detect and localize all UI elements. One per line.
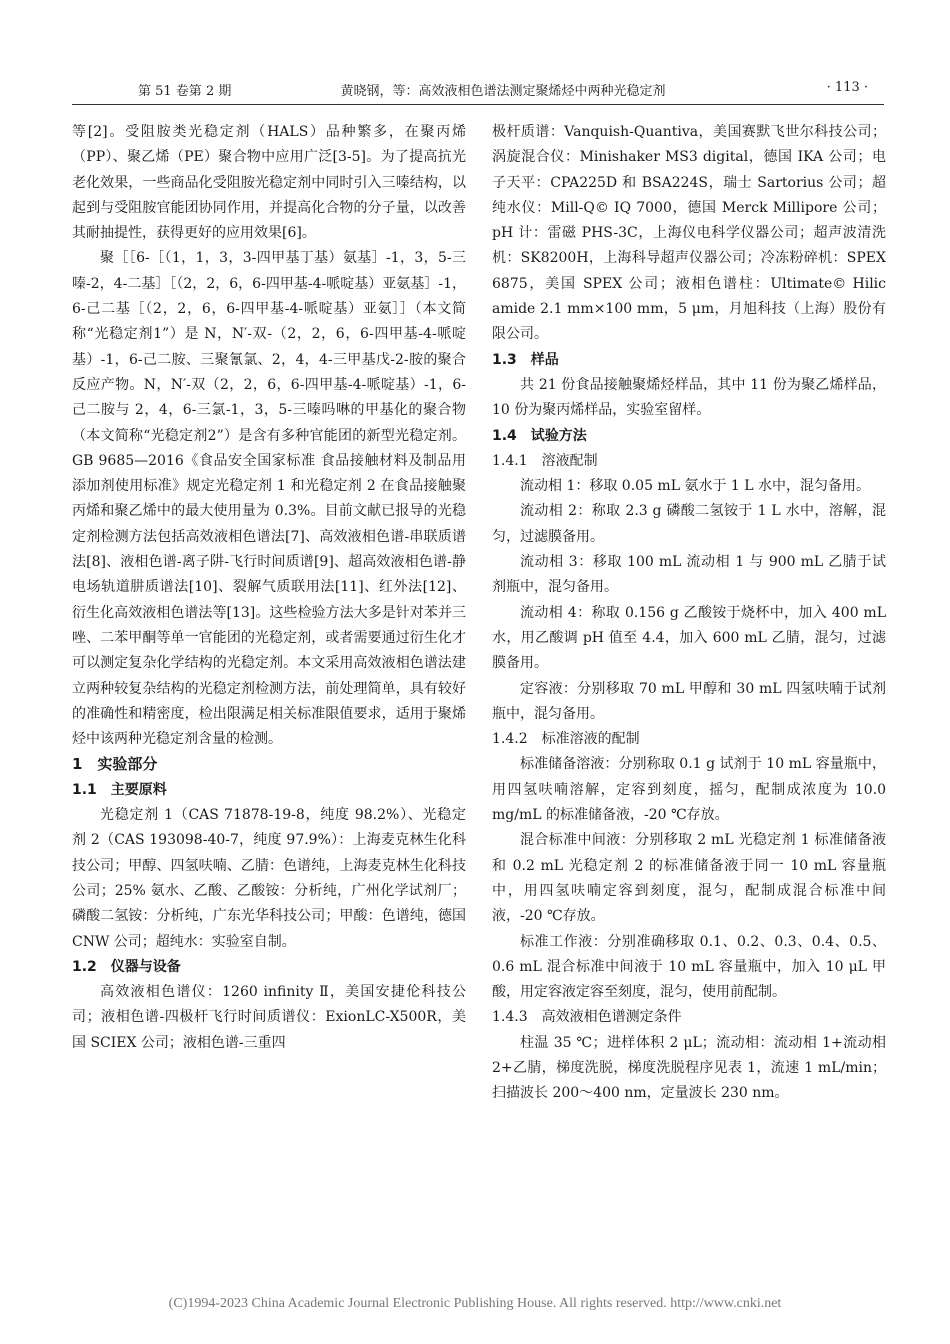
running-title: 黄晓钢，等：高效液相色谱法测定聚烯烃中两种光稳定剂 (340, 84, 666, 99)
subsection-heading: 1.2 仪器与设备 (72, 958, 181, 975)
subsection-heading: 1.4 试验方法 (492, 427, 587, 444)
paragraph: 柱温 35 ℃；进样体积 2 μL；流动相：流动相 1+流动相 2+乙腈，梯度洗脱，梯度洗脱程序见表 1，流速 1 mL/min；扫描波长 200～400 nm，定量波长 230 nm。 (492, 1034, 886, 1102)
paragraph: 高效液相色谱仪：1260 infinity Ⅱ，美国安捷伦科技公司；液相色谱-四极杆飞行时间质谱仪：ExionLC-X500R，美国 SCIEX 公司；液相色谱-三重四 (72, 984, 466, 1051)
running-header (138, 80, 868, 102)
paragraph: 标准储备溶液：分别称取 0.1 g 试剂于 10 mL 容量瓶中，用四氢呋喃溶解，定容到刻度，摇匀，配制成浓度为 10.0 mg/mL 的标准储备液，-20 ℃存放。 (492, 756, 886, 824)
subsection-heading: 1.1 主要原料 (72, 781, 167, 798)
subsubsection-heading: 1.4.1 溶液配制 (492, 452, 598, 469)
paragraph: 等[2]。受阻胺类光稳定剂（HALS）品种繁多，在聚丙烯（PP）、聚乙烯（PE）聚合物中应用广泛[3-5]。为了提高抗光老化效果，一些商品化受阻胺光稳定剂中同时引入三嗪结构，以起到与受阻胺官能团协同作用，并提高化合物的分子量，以改善其耐抽提性，获得更好的应用效果[6]。 (72, 124, 466, 242)
right-column (492, 120, 886, 1107)
paragraph: 定容液：分别移取 70 mL 甲醇和 30 mL 四氢呋喃于试剂瓶中，混匀备用。 (492, 680, 886, 722)
paragraph: 聚［［6-［（1，1，3，3-四甲基丁基）氨基］-1，3，5-三嗪-2，4-二基］［（2，2，6，6-四甲基-4-哌啶基）亚氨基］-1，6-己二基［（2，2，6，6-四甲基-4-哌啶基）亚氨］］（本文简称“光稳定剂1”）是 N，N′-双-（2，2，6，6-四甲基-4-哌啶基）-1，6-己二胺、三聚氰氯、2，4，4-三甲基戊-2-胺的聚合反应产物。N，N′-双（2，2，6，6-四甲基-4-哌啶基）-1，6-己二胺与 2，4，6-三氯-1，3，5-三嗪吗啉的甲基化的聚合物（本文简称“光稳定剂2”）是含有多种官能团的新型光稳定剂。GB 9685—2016《食品安全国家标准 食品接触材料及制品用添加剂使用标准》规定光稳定剂 1 和光稳定剂 2 在食品接触聚丙烯和聚乙烯中的最大使用量为 0.3%。目前文献已报导的光稳定剂检测方法包括高效液相色谱法[7]、高效液相色谱-串联质谱法[8]、液相色谱-离子阱-飞行时间质谱[9]、超高效液相色谱-静电场轨道肼质谱法[10]、裂解气质联用法[11]、红外法[12]、衍生化高效液相色谱法等[13]。这些检验方法大多是针对苯并三唑、二苯甲酮等单一官能团的光稳定剂，或者需要通过衍生化才可以测定复杂化学结构的光稳定剂。本文采用高效液相色谱法建立两种较复杂结构的光稳定剂检测方法，前处理简单，具有较好的准确性和精密度，检出限满足相关标准限值要求，适用于聚烯烃中该两种光稳定剂含量的检测。 (72, 250, 466, 748)
subsubsection-heading: 1.4.2 标准溶液的配制 (492, 731, 640, 748)
paragraph: 标准工作液：分别准确移取 0.1、0.2、0.3、0.4、0.5、0.6 mL 混合标准中间液于 10 mL 容量瓶中，加入 10 μL 甲酸，用定容液定容至刻度，混匀，使用前配制。 (492, 933, 886, 1001)
section-heading: 1 实验部分 (72, 755, 158, 774)
paragraph: 流动相 2：称取 2.3 g 磷酸二氢铵于 1 L 水中，溶解，混匀，过滤膜备用。 (492, 503, 886, 545)
paragraph: 流动相 3：移取 100 mL 流动相 1 与 900 mL 乙腈于试剂瓶中，混匀备用。 (492, 554, 886, 596)
subsection-heading: 1.3 样品 (492, 351, 559, 368)
header-rule (72, 104, 884, 105)
copyright-footer: (C)1994-2023 China Academic Journal Electronic Publishing House. All rights reserved. http://www.cnki.net (168, 1296, 782, 1311)
paragraph: 流动相 1：移取 0.05 mL 氨水于 1 L 水中，混匀备用。 (520, 478, 871, 495)
paragraph: 极杆质谱：Vanquish-Quantiva，美国赛默飞世尔科技公司；涡旋混合仪：Minishaker MS3 digital，德国 IKA 公司；电子天平：CPA225D 和 BSA224S，瑞士 Sartorius 公司；超纯水仪：Mill-Q© IQ 7000，德国 Merck Millipore 公司；pH 计：雷磁 PHS-3C，上海仪电科学仪器公司；超声波清洗机：SK8200H，上海科导超声仪器公司；冷冻粉碎机：SPEX 6875，美国 SPEX 公司；液相色谱柱：Ultimate© Hilic amide 2.1 mm×100 mm，5 μm，月旭科技（上海）股份有限公司。 (492, 124, 886, 343)
page-number: · 113 · (826, 80, 868, 95)
paragraph: 混合标准中间液：分别移取 2 mL 光稳定剂 1 标准储备液和 0.2 mL 光稳定剂 2 的标准储备液于同一 10 mL 容量瓶中，用四氢呋喃定容到刻度，混匀，配制成混合标准中间液，-20 ℃存放。 (492, 832, 886, 925)
paragraph: 光稳定剂 1（CAS 71878-19-8，纯度 98.2%）、光稳定剂 2（CAS 193098-40-7，纯度 97.9%）：上海麦克林生化科技公司；甲醇、四氢呋喃、乙腈：色谱纯，上海麦克林生化科技公司；25% 氨水、乙酸、乙酸铵：分析纯，广州化学试剂厂；磷酸二氢铵：分析纯，广东光华科技公司；甲酸：色谱纯，德国 CNW 公司；超纯水：实验室自制。 (72, 807, 466, 950)
paragraph: 流动相 4：称取 0.156 g 乙酸铵于烧杯中，加入 400 mL 水，用乙酸调 pH 值至 4.4，加入 600 mL 乙腈，混匀，过滤膜备用。 (492, 604, 886, 672)
subsubsection-heading: 1.4.3 高效液相色谱测定条件 (492, 1009, 682, 1026)
journal-volume: 第 51 卷第 2 期 (138, 84, 232, 99)
paragraph: 共 21 份食品接触聚烯烃样品，其中 11 份为聚乙烯样品，10 份为聚丙烯样品，实验室留样。 (492, 376, 886, 419)
left-column (72, 120, 466, 1056)
